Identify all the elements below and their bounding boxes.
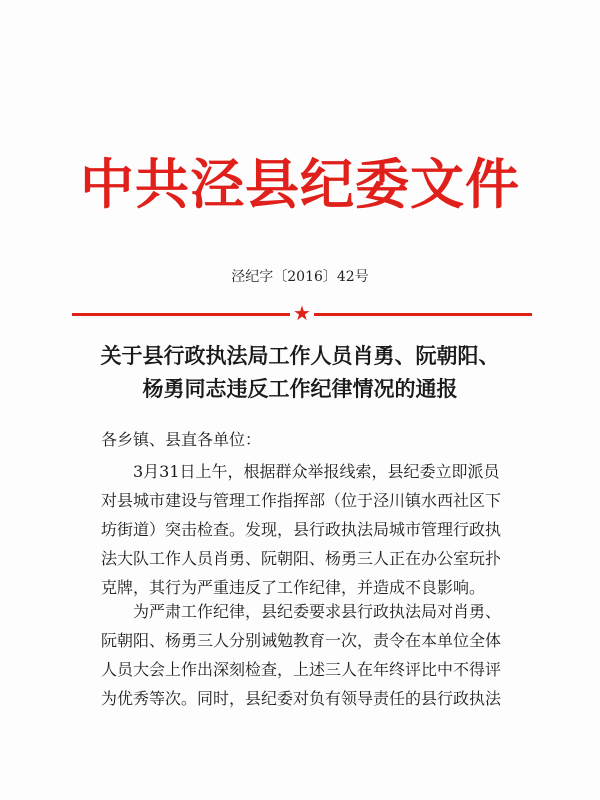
star-icon: ★ (293, 301, 311, 325)
paragraph-line: 法大队工作人员肖勇、阮朝阳、杨勇三人正在办公室玩扑 (101, 549, 502, 568)
notice-title-line: 关于县行政执法局工作人员肖勇、阮朝阳、 (100, 344, 500, 368)
document-number: 泾纪字〔2016〕42号 (231, 269, 369, 285)
notice-title-line: 杨勇同志违反工作纪律情况的通报 (142, 377, 458, 401)
red-divider (72, 301, 532, 325)
paragraph-line: 人员大会上作出深刻检查，上述三人在年终评比中不得评 (101, 660, 502, 679)
notice-title (0, 340, 600, 406)
addressee: 各乡镇、县直各单位： (101, 430, 262, 449)
paragraph-line: 为严肃工作纪律，县纪委要求县行政执法局对肖勇、 (133, 602, 502, 621)
paragraph-line: 阮朝阳、杨勇三人分别诫勉教育一次，责令在本单位全体 (101, 631, 502, 650)
red-divider-right-line (314, 313, 532, 316)
body-paragraph (101, 457, 511, 602)
paragraph-line: 克牌，其行为严重违反了工作纪律，并造成不良影响。 (101, 578, 486, 597)
paragraph-line: 坊街道）突击检查。发现，县行政执法局城市管理行政执 (101, 520, 502, 539)
red-divider-left-line (72, 313, 290, 316)
paragraph-line: 3月31日上午，根据群众举报线索，县纪委立即派员 (133, 462, 500, 481)
document-header-title: 中共泾县纪委文件 (80, 153, 520, 216)
paragraph-line: 对县城市建设与管理工作指挥部（位于泾川镇水西社区下 (101, 491, 502, 510)
paragraph-line: 为优秀等次。同时，县纪委对负有领导责任的县行政执法 (101, 689, 502, 708)
body-paragraph (101, 597, 511, 713)
